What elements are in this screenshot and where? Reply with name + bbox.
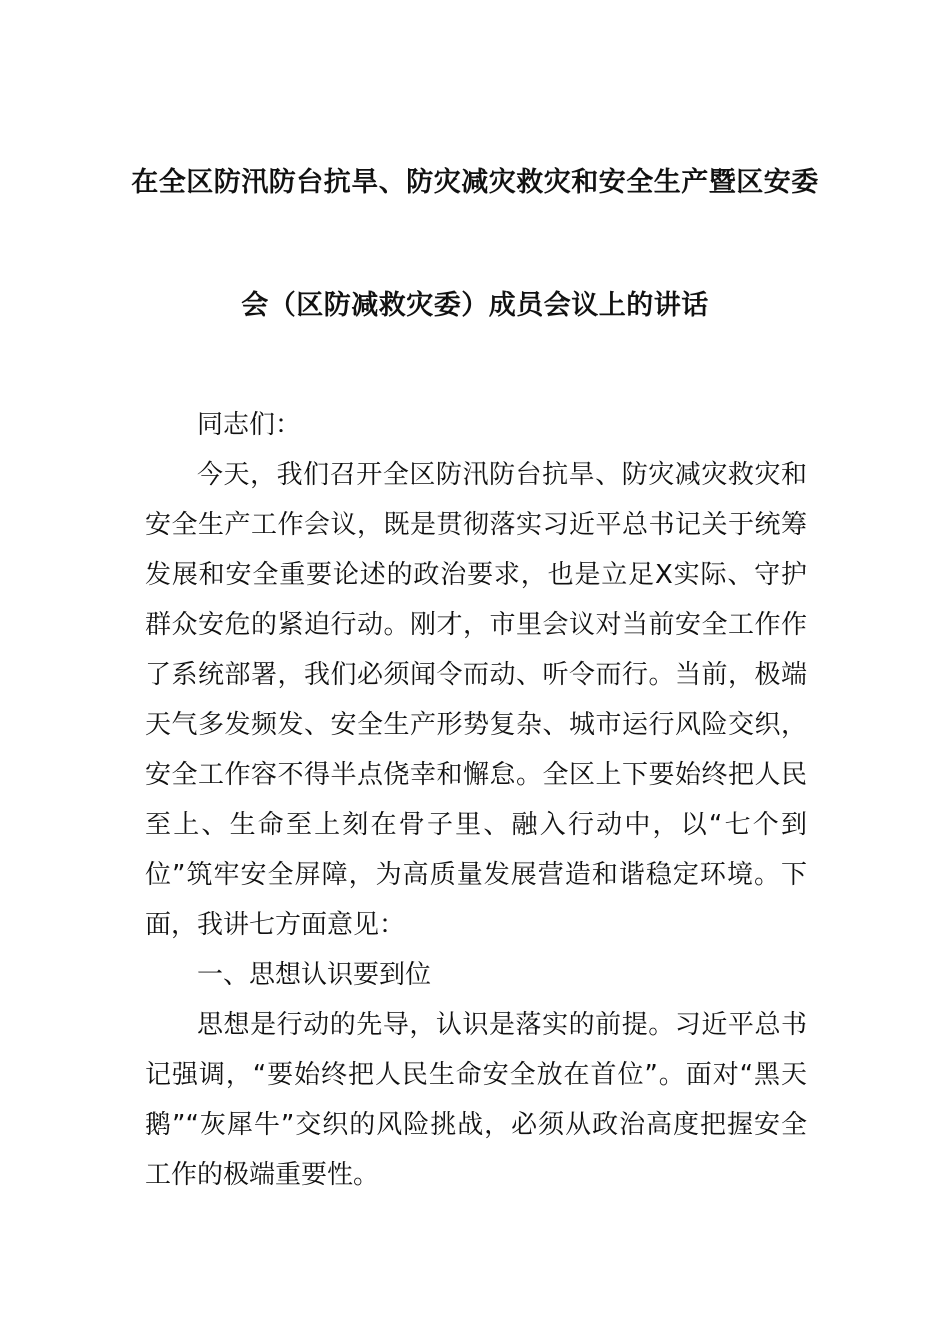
title-line-1: 在全区防汛防台抗旱、防灾减灾救灾和安全生产暨区安委	[131, 167, 819, 198]
title-line-2: 会（区防减救灾委）成员会议上的讲话	[241, 290, 709, 321]
paragraph-section-1: 思想是行动的先导，认识是落实的前提。习近平总书记强调，“要始终把人民生命安全放在首位”。面对“黑天鹅”“灰犀牛”交织的风险挑战，必须从政治高度把握安全工作的极端重要性。	[145, 1010, 807, 1190]
paragraph-intro: 今天，我们召开全区防汛防台抗旱、防灾减灾救灾和安全生产工作会议，既是贯彻落实习近平总书记关于统筹发展和安全重要论述的政治要求，也是立足X实际、守护群众安危的紧迫行动。刚才，市里会议对当前安全工作作了系统部署，我们必须闻令而动、听令而行。当前，极端天气多发频发、安全生产形势复杂、城市运行风险交织，安全工作容不得半点侥幸和懈怠。全区上下要始终把人民至上、生命至上刻在骨子里、融入行动中，以“七个到位”筑牢安全屏障，为高质量发展营造和谐稳定环境。下面，我讲七方面意见：	[145, 460, 807, 940]
document-body	[145, 400, 807, 1200]
salutation: 同志们：	[197, 410, 302, 440]
section-heading-1: 一、思想认识要到位	[197, 960, 432, 990]
